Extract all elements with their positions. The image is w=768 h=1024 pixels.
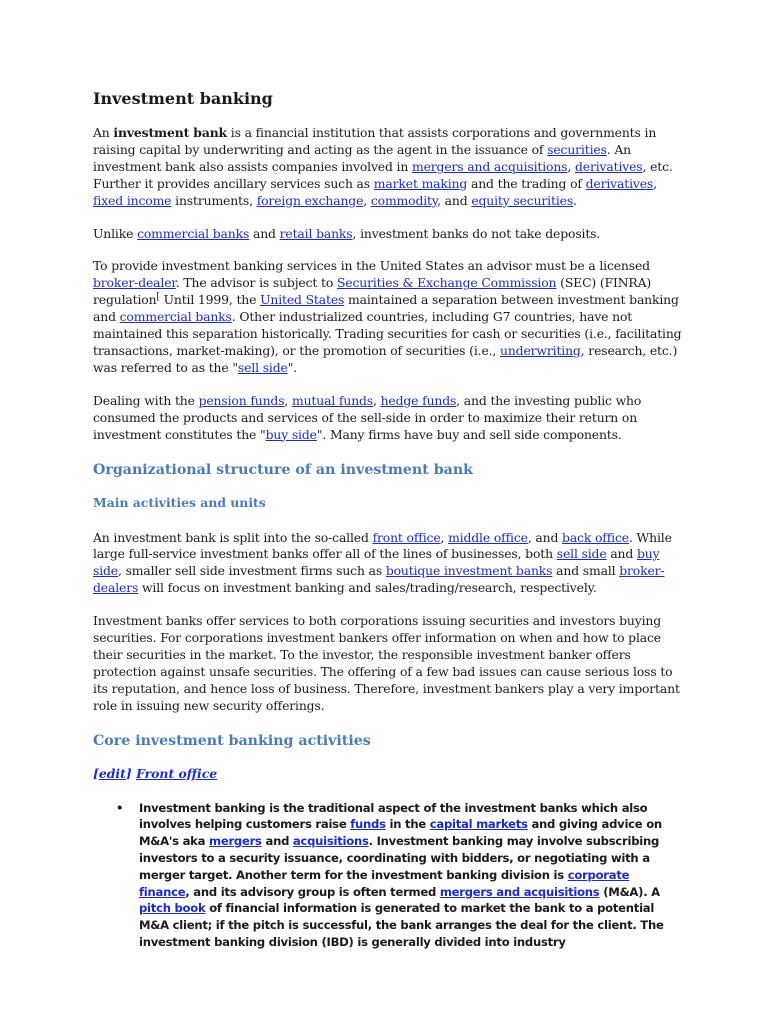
link-broker-dealer[interactable]: broker-dealer [93, 275, 176, 291]
front-office-list [93, 800, 683, 951]
link-fixed-income[interactable]: fixed income [93, 192, 172, 208]
link-pitch-book[interactable]: pitch book [139, 901, 206, 916]
link-broker-dealers[interactable]: broker-dealers [93, 563, 665, 596]
link-sec[interactable]: Securities & Exchange Commission [336, 275, 557, 291]
link-market-making[interactable]: market making [373, 175, 468, 191]
link-mergers-and-acquisitions-2[interactable]: mergers and acquisitions [439, 884, 600, 899]
edit-link[interactable]: edit [98, 765, 126, 781]
bullet-icon: • [116, 800, 124, 815]
link-buy-side[interactable]: buy side [265, 426, 317, 442]
link-commercial-banks[interactable]: commercial banks [137, 225, 250, 241]
list-item: • Investment banking is the traditional aspect of the investment banks which also involves helping customers raise funds in the capital markets and giving advice on M&A's aka mergers and acquisitions. Investment banking may involve subscribing investors to a security issuance, coordinating with bidders, or negotiating with a merger target. Another term for the investment banking division is corporate finance, and its advisory group is often termed mergers and acquisitions (M&A). A pitch book of financial information is generated to market the bank to a potential M&A client; if the pitch is successful, the bank arranges the deal for the client. The investment banking division (IBD) is generally divided into industry [116, 800, 664, 949]
link-capital-markets[interactable]: capital markets [429, 817, 528, 832]
link-equity-securities[interactable]: equity securities [471, 192, 574, 208]
link-sell-side-2[interactable]: sell side [556, 546, 607, 562]
link-sell-side[interactable]: sell side [237, 359, 288, 375]
link-securities[interactable]: securities [547, 141, 607, 157]
link-derivatives[interactable]: derivatives [574, 158, 643, 174]
link-middle-office[interactable]: middle office [448, 529, 528, 545]
link-acquisitions[interactable]: acquisitions [292, 834, 369, 849]
heading-main-activities: Main activities and units [93, 494, 266, 510]
services-paragraph: Investment banks offer services to both corporations issuing securities and investors buying securities. For corporations investment bankers offer information on when and how to place their securities in the market. To the investor, the responsible investment banker offers protection against unsafe securities. The offering of a few bad issues can cause serious loss to its reputation, and hence loss of business. Therefore, investment bankers play a very important role in issuing new security offerings. [93, 613, 680, 713]
intro-paragraph: An investment bank is a financial institution that assists corporations and governments in raising capital by underwriting and acting as the agent in the issuance of securities. An investment bank also assists companies involved in mergers and acquisitions, derivatives, etc. Further it provides ancillary services such as market making and the trading of derivatives, fixed income instruments, foreign exchange, commodity, and equity securities. [93, 125, 673, 208]
heading-core-activities: Core investment banking activities [93, 732, 371, 749]
page-title: Investment banking [93, 89, 273, 108]
heading-front-office: [edit] Front office [93, 765, 218, 781]
link-front-office-heading[interactable]: Front office [136, 765, 218, 781]
link-commercial-banks-2[interactable]: commercial banks [119, 309, 232, 325]
link-commodity[interactable]: commodity [370, 192, 438, 208]
deposits-paragraph: Unlike commercial banks and retail banks, investment banks do not take deposits. [93, 225, 601, 241]
offices-paragraph: An investment bank is split into the so-called front office, middle office, and back office. While large full-service investment banks offer all of the lines of businesses, both sell side and buy side, smaller sell side investment firms such as boutique investment banks and small broker-dealers will focus on investment banking and sales/trading/research, respectively. [93, 529, 672, 596]
term-investment-bank: investment bank [113, 125, 227, 140]
link-underwriting[interactable]: underwriting [500, 342, 581, 358]
link-mutual-funds[interactable]: mutual funds [292, 392, 374, 408]
link-foreign-exchange[interactable]: foreign exchange [256, 192, 364, 208]
heading-organizational-structure: Organizational structure of an investment bank [93, 461, 473, 478]
link-mergers[interactable]: mergers [209, 834, 262, 849]
buy-side-paragraph: Dealing with the pension funds, mutual funds, hedge funds, and the investing public who consumed the products and services of the sell-side in order to maximize their return on investment constitutes the "buy side". Many firms have buy and sell side components. [93, 392, 642, 442]
regulation-paragraph: To provide investment banking services in the United States an advisor must be a licensed broker-dealer. The advisor is subject to Securities & Exchange Commission (SEC) (FINRA) regulation[ Until 1999, the United States maintained a separation between investment banking and commercial banks. Other industrialized countries, including G7 countries, have not maintained this separation historically. Trading securities for cash or securities (i.e., facilitating transactions, market-making), or the promotion of securities (i.e., underwriting, research, etc.) was referred to as the "sell side". [93, 258, 682, 375]
document-page [93, 88, 683, 951]
link-mergers-and-acquisitions[interactable]: mergers and acquisitions [412, 158, 568, 174]
link-boutique-investment-banks[interactable]: boutique investment banks [385, 563, 553, 579]
link-buy-side-2[interactable]: buy side [93, 546, 660, 579]
link-hedge-funds[interactable]: hedge funds [380, 392, 457, 408]
link-funds[interactable]: funds [350, 817, 386, 832]
link-back-office[interactable]: back office [562, 529, 629, 545]
link-united-states[interactable]: United States [260, 292, 345, 308]
link-derivatives-2[interactable]: derivatives [585, 175, 654, 191]
link-front-office[interactable]: front office [372, 529, 441, 545]
footnote-marker[interactable]: [ [156, 292, 160, 303]
link-corporate-finance[interactable]: corporate finance [139, 867, 630, 899]
link-pension-funds[interactable]: pension funds [198, 392, 285, 408]
link-retail-banks[interactable]: retail banks [279, 225, 353, 241]
